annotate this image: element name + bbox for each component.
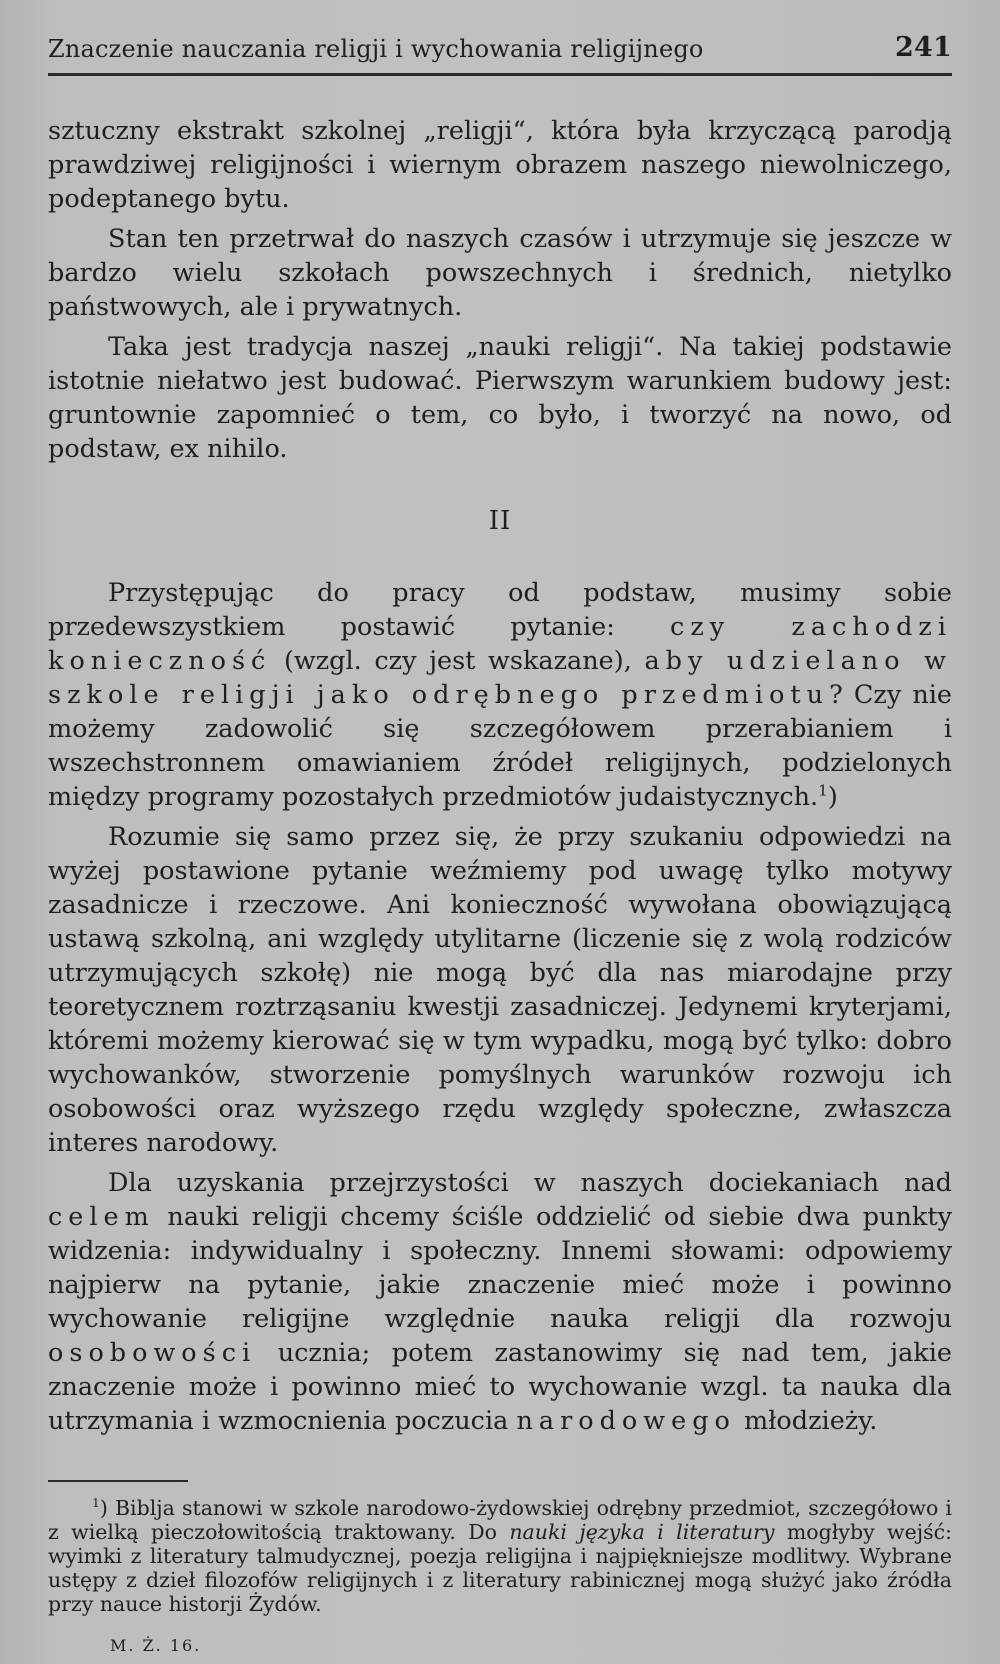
- paragraph-2: Stan ten przetrwał do naszych czasów i utrzymuje się jeszcze w bardzo wielu szkołach powszechnych i średnich, nietylko państwowych, ale i prywatnych.: [48, 224, 952, 322]
- paragraph-4-text-e: ? Czy nie możemy zadowolić się szczegółowem przerabianiem i wszechstronnem omawianiem źródeł religijnych, podzielonych między programy pozostałych przedmiotów judaistycznych.: [48, 680, 953, 812]
- paragraph-3: Taka jest tradycja naszej „nauki religji“. Na takiej podstawie istotnie niełatwo jest budować. Pierwszym warunkiem budowy jest: gruntownie zapomnieć o tem, co było, i tworzyć na nowo, od podstaw, ex nihilo.: [48, 332, 952, 464]
- paragraph-6-text-e: ucznia; potem zastanowimy się nad tem, jakie znaczenie może i powinno mieć to wychowanie wzgl. ta nauka dla utrzymania i wzmocnienia poczucia: [48, 1338, 952, 1436]
- page-number: 241: [895, 32, 952, 63]
- paragraph-4-text-c: (wzgl. czy jest wskazane),: [271, 646, 645, 676]
- paragraph-4-text-a: Przystępując do pracy od podstaw, musimy sobie przedewszystkiem postawić pytanie:: [48, 578, 952, 642]
- body-text: [48, 114, 952, 1438]
- running-head: [48, 32, 952, 76]
- paragraph-4-spaced-question: czy zachodzi konieczność: [48, 612, 952, 676]
- paragraph-6-spaced-narodowego: narodowego: [516, 1406, 736, 1436]
- footnote-reference: 1: [818, 781, 828, 800]
- footnote-divider: [48, 1480, 188, 1482]
- footnote-text-c: mogłyby wejść: wyimki z literatury talmudycznej, poezja religijna i najpiękniejsze modlitwy. Wybrane ustępy z dzieł filozofów religijnych i z literatury rabinicznej mogą służyć jako źródła przy nauce historji Żydów.: [48, 1520, 953, 1616]
- section-heading: II: [488, 506, 512, 536]
- paragraph-6: [48, 1166, 952, 1438]
- footnote-text-a: ) Biblja stanowi w szkole narodowo-żydowskiej odrębny przedmiot, szczegółowo i z wielką pieczołowitością traktowany. Do: [48, 1496, 952, 1544]
- paragraph-6-text-g: młodzieży.: [735, 1406, 878, 1436]
- printer-signature: M. Ż. 16.: [110, 1636, 202, 1655]
- paragraph-6-spaced-osobowosci: osobowości: [48, 1338, 257, 1368]
- paragraph-4-text-f: ): [827, 782, 838, 812]
- paragraph-4: [48, 576, 952, 814]
- paragraph-6-text-c: nauki religji chcemy ściśle oddzielić od siebie dwa punkty widzenia: indywidualny i społeczny. Innemi słowami: odpowiemy najpierw na pytanie, jakie znaczenie mieć może i powinno wychowanie religijne względnie nauka religji dla rozwoju: [48, 1202, 952, 1334]
- running-title: Znaczenie nauczania religji i wychowania religijnego: [48, 35, 704, 63]
- footnote-italic-subject: nauki języka i literatury: [509, 1520, 775, 1544]
- footnote: [48, 1496, 952, 1616]
- footnote-marker: 1: [92, 1496, 100, 1511]
- paragraph-4-spaced-phrase: aby udzielano w szkole religji jako odrębnego przedmiotu: [48, 646, 952, 710]
- paragraph-6-spaced-celem: celem: [48, 1202, 155, 1232]
- paragraph-1: sztuczny ekstrakt szkolnej „religji“, która była krzyczącą parodją prawdziwej religijności i wiernym obrazem naszego niewolniczego, podeptanego bytu.: [48, 116, 952, 214]
- paragraph-6-text-a: Dla uzyskania przejrzystości w naszych dociekaniach nad: [108, 1168, 952, 1198]
- paragraph-5: Rozumie się samo przez się, że przy szukaniu odpowiedzi na wyżej postawione pytanie weźmiemy pod uwagę tylko motywy zasadnicze i rzeczowe. Ani konieczność wywołana obowiązującą ustawą szkolną, ani względy utylitarne (liczenie się z wolą rodziców utrzymujących szkołę) nie mogą być dla nas miarodajne przy teoretycznem roztrząsaniu kwestji zasadniczej. Jedynemi kryterjami, któremi możemy kierować się w tym wypadku, mogą być tylko: dobro wychowanków, stworzenie pomyślnych warunków rozwoju ich osobowości oraz wyższego rzędu względy społeczne, zwłaszcza interes narodowy.: [48, 822, 952, 1158]
